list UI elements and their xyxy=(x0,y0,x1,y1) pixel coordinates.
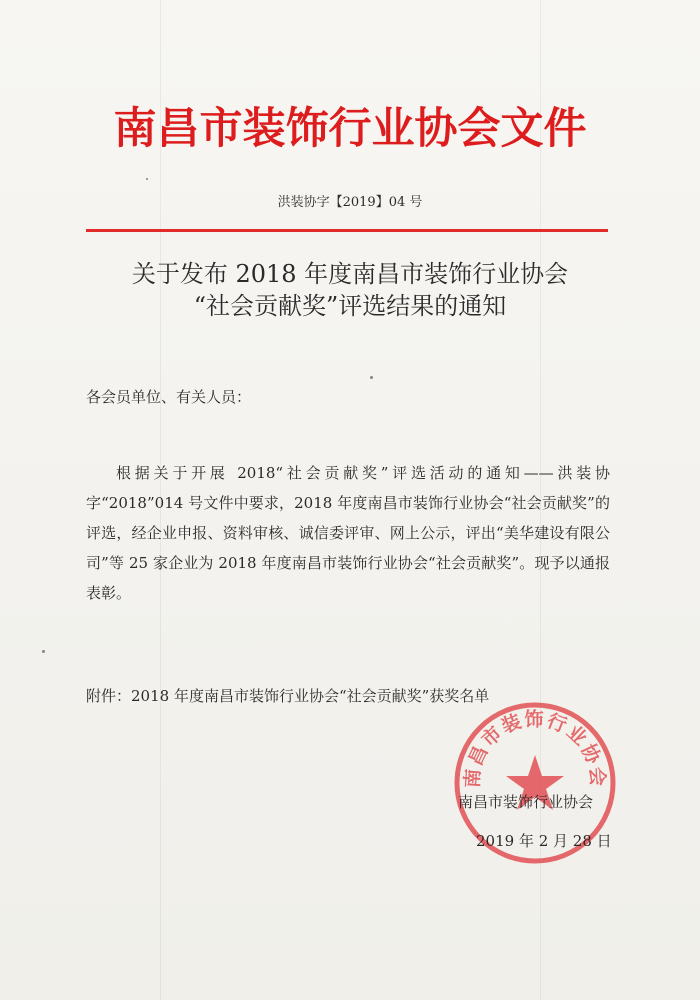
notice-title xyxy=(0,258,700,322)
attachment-line: 附件：2018 年度南昌市装饰行业协会“社会贡献奖”获奖名单 xyxy=(86,687,490,705)
body-paragraph: 根据关于开展 2018“社会贡献奖”评选活动的通知——洪装协字“2018”014 号文件中要求，2018 年度南昌市装饰行业协会“社会贡献奖”的评选，经企业申报、资料审核、诚信委评审、网上公示，评出“美华建设有限公司”等 25 家企业为 2018 年度南昌市装饰行业协会“社会贡献奖”。现予以通报表彰。 xyxy=(86,464,610,602)
notice-title-line-2: “社会贡献奖”评选结果的通知 xyxy=(193,292,507,320)
scan-speck xyxy=(146,178,148,180)
notice-title-line-1: 关于发布 2018 年度南昌市装饰行业协会 xyxy=(131,260,569,288)
document-number: 洪装协字【2019】04 号 xyxy=(277,195,423,210)
scan-speck xyxy=(42,650,45,653)
document-header-title: 南昌市装饰行业协会文件 xyxy=(113,104,587,154)
salutation: 各会员单位、有关人员： xyxy=(86,388,252,406)
red-divider xyxy=(86,229,608,232)
scan-speck xyxy=(370,376,373,379)
signature-org: 南昌市装饰行业协会 xyxy=(458,793,594,811)
signature-date: 2019 年 2 月 28 日 xyxy=(476,832,612,850)
seal-text: 南昌市装饰行业协会 xyxy=(461,708,609,789)
